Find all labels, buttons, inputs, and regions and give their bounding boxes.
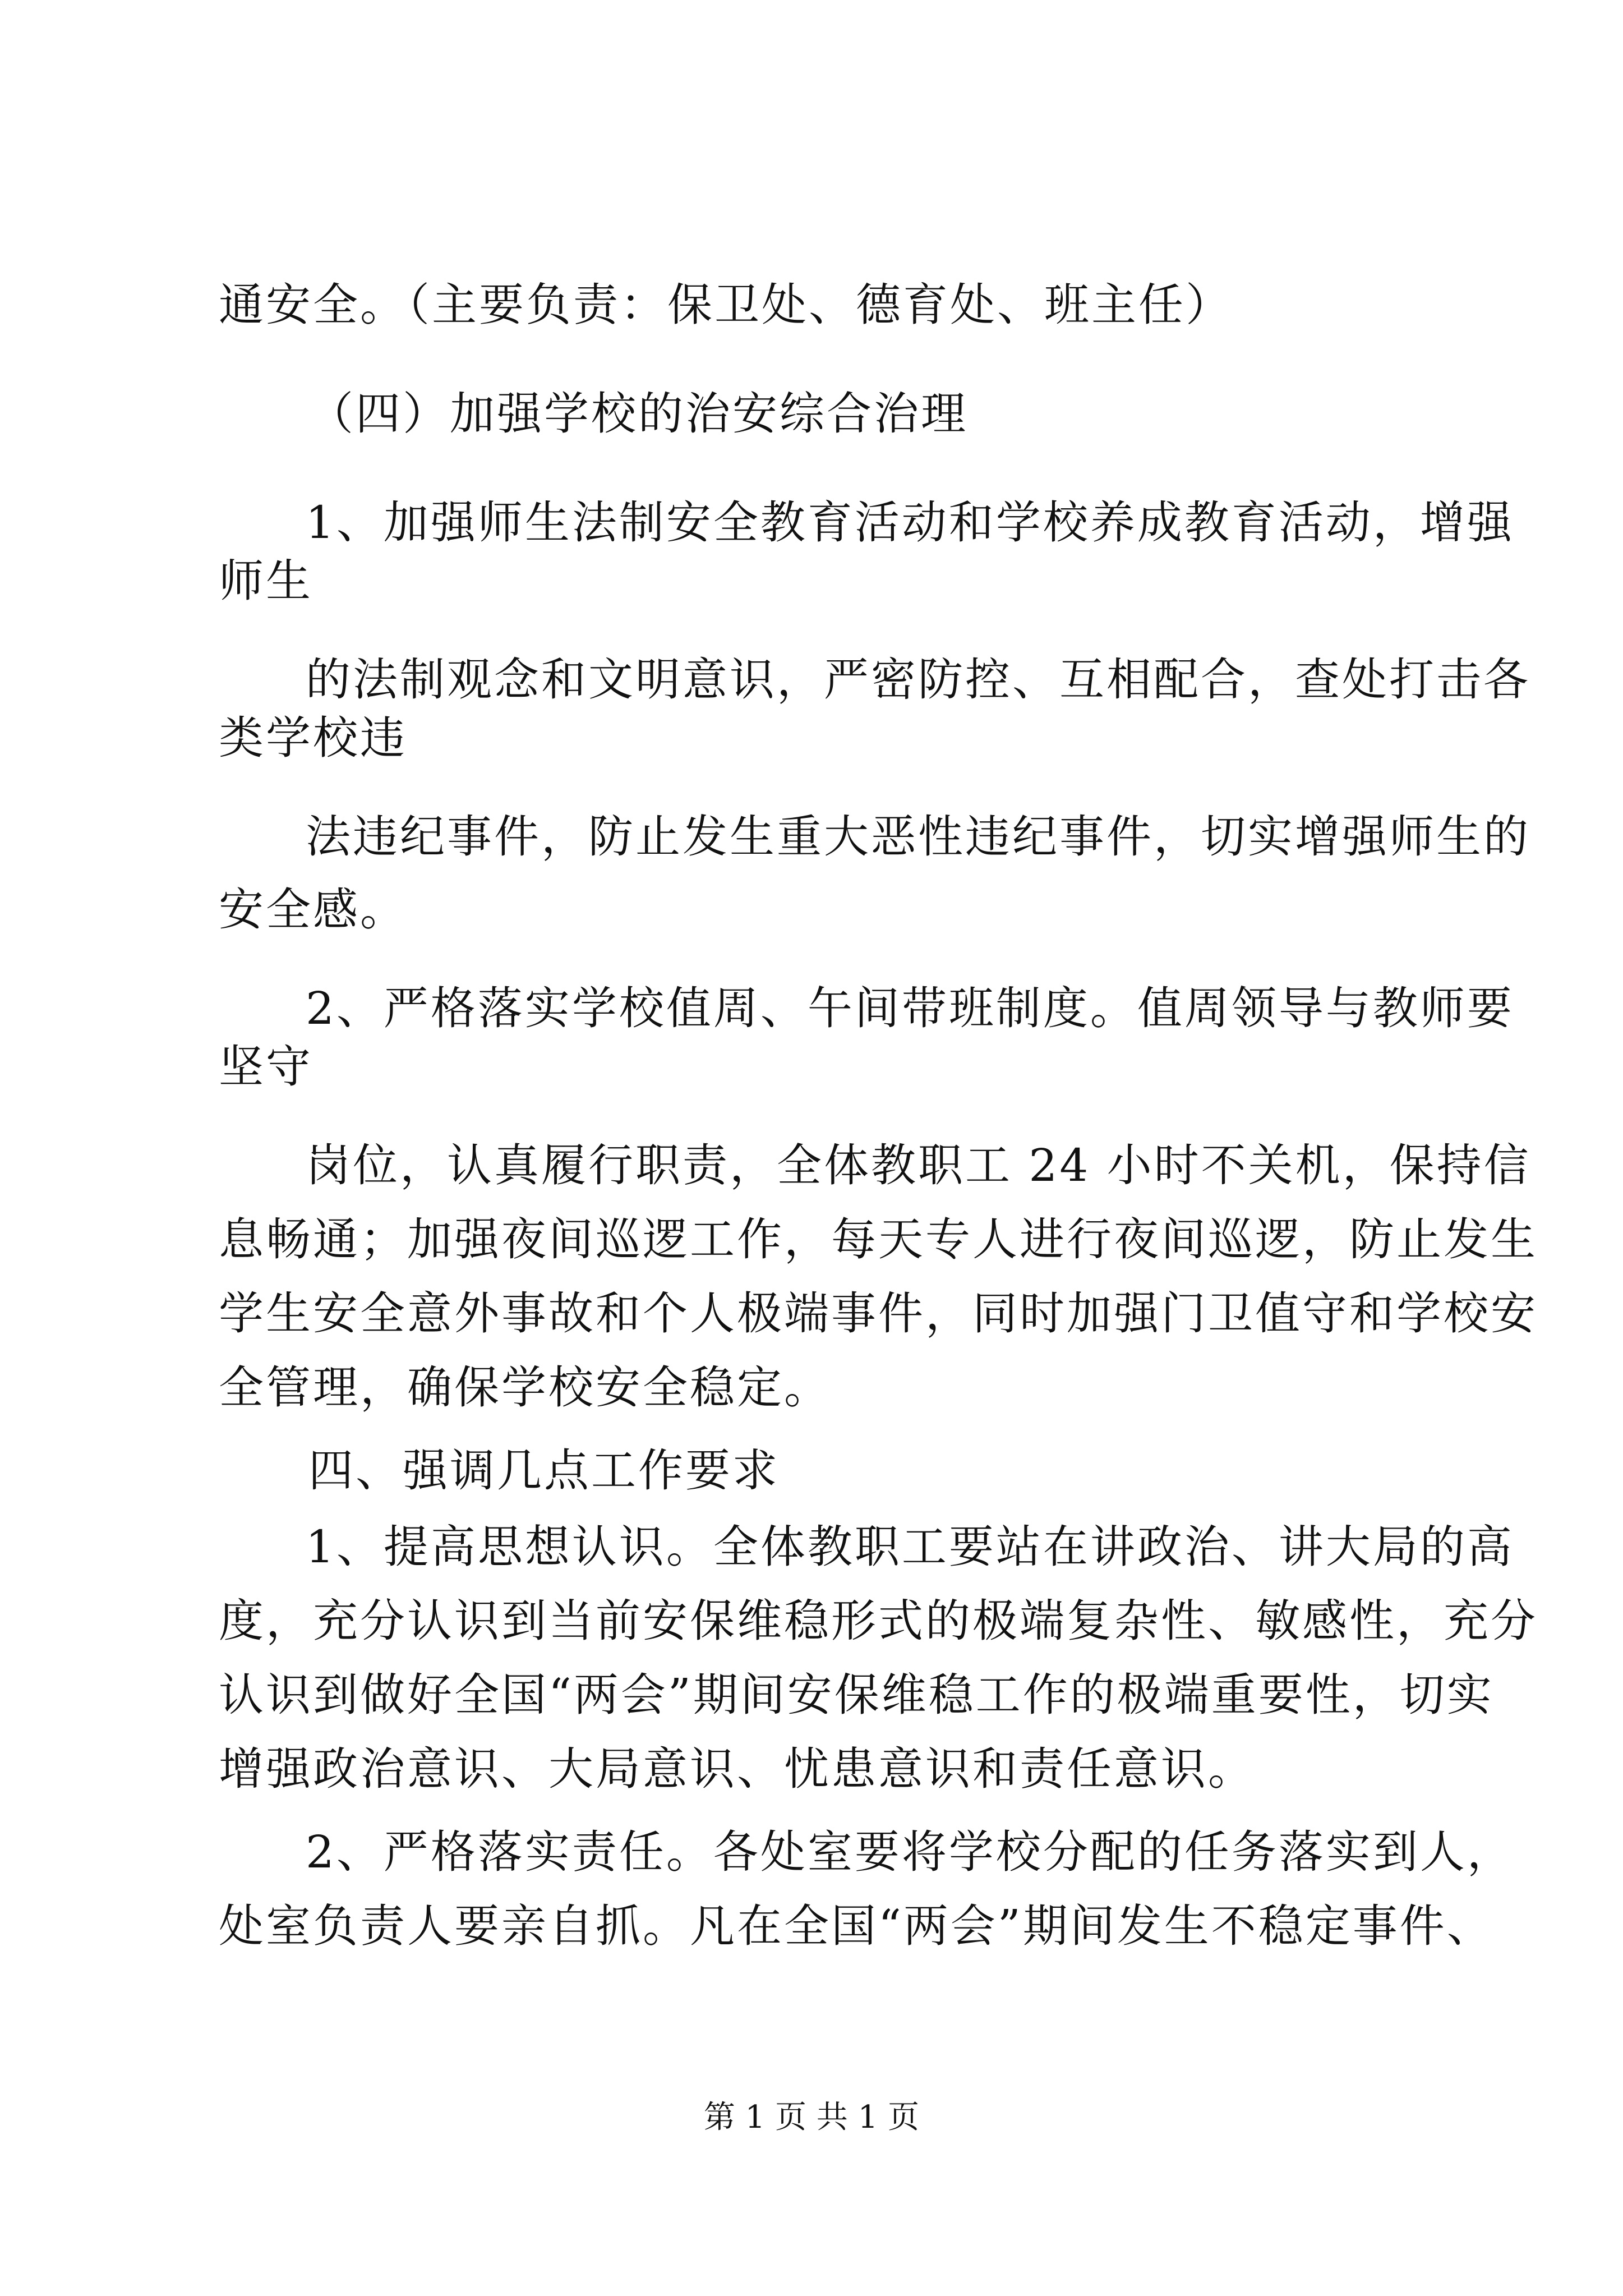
text-line: 2、严格落实学校值周、午间带班制度。值周领导与教师要 (306, 982, 1514, 1034)
text-line: 坚守 (219, 1041, 313, 1093)
text-line: 度，充分认识到当前安保维稳形式的极端复杂性、敏感性，充分 (219, 1595, 1538, 1647)
page-footer: 第 1 页 共 1 页 (703, 2099, 920, 2136)
text-line: 岗位，认真履行职责，全体教职工 24 小时不关机，保持信 (306, 1139, 1531, 1191)
text-line: 法违纪事件，防止发生重大恶性违纪事件，切实增强师生的 (306, 811, 1530, 863)
text-line: 2、严格落实责任。各处室要将学校分配的任务落实到人， (306, 1826, 1514, 1878)
text-line: 师生 (219, 555, 313, 607)
section-heading: 四、强调几点工作要求 (308, 1444, 780, 1497)
text-line: 增强政治意识、大局意识、忧患意识和责任意识。 (219, 1743, 1255, 1795)
text-line: 学生安全意外事故和个人极端事件，同时加强门卫值守和学校安 (219, 1287, 1538, 1340)
text-line: 1、提高思想认识。全体教职工要站在讲政治、讲大局的高 (306, 1521, 1514, 1573)
text-line: 全管理，确保学校安全稳定。 (219, 1361, 831, 1414)
text-line: 安全感。 (219, 884, 407, 936)
text-line: 处室负责人要亲自抓。凡在全国“两会”期间发生不稳定事件、 (219, 1900, 1494, 1952)
text-line: 通安全。（主要负责：保卫处、德育处、班主任） (219, 279, 1233, 331)
text-line: 1、加强师生法制安全教育活动和学校养成教育活动，增强 (306, 496, 1514, 549)
text-line: 认识到做好全国“两会”期间安保维稳工作的极端重要性，切实 (219, 1669, 1494, 1721)
section-heading: （四）加强学校的治安综合治理 (308, 388, 968, 440)
text-line: 类学校违 (219, 712, 407, 764)
text-line: 息畅通；加强夜间巡逻工作，每天专人进行夜间巡逻，防止发生 (219, 1213, 1538, 1266)
text-line: 的法制观念和文明意识，严密防控、互相配合，查处打击各 (306, 654, 1530, 706)
